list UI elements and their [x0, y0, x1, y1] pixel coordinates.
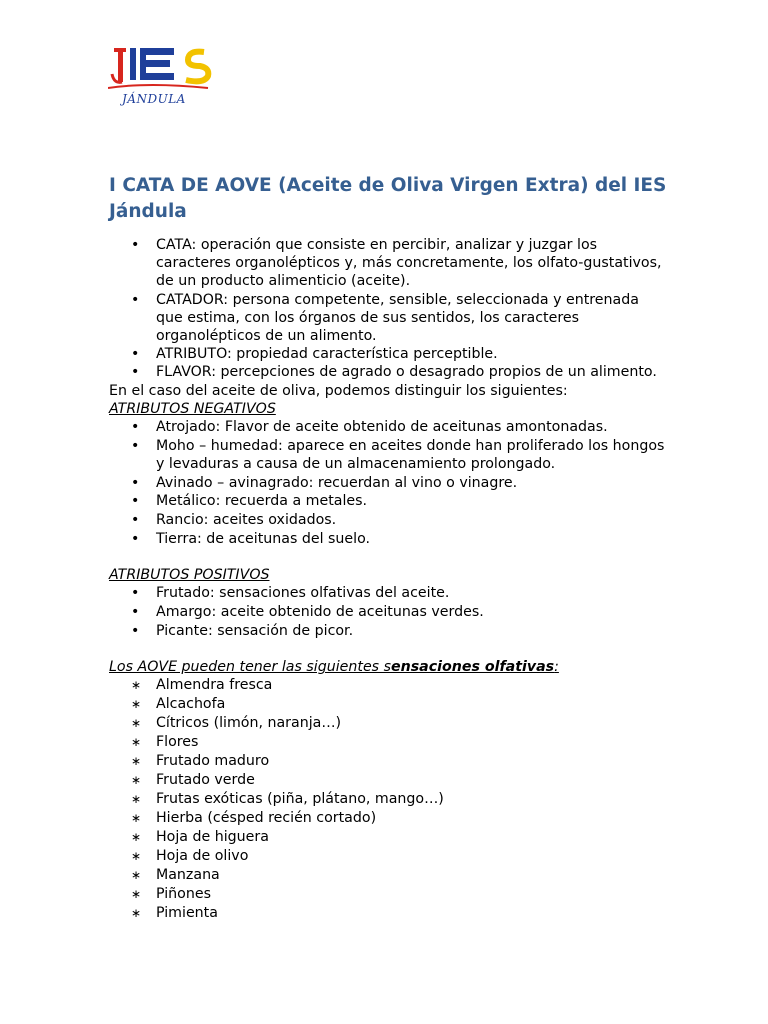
- negative-heading: ATRIBUTOS NEGATIVOS: [109, 400, 276, 417]
- sensations-heading-post: :: [554, 659, 559, 676]
- positive-heading: ATRIBUTOS POSITIVOS: [109, 567, 270, 584]
- list-item: ∗ Frutado verde: [109, 771, 669, 790]
- list-item: • Rancio: aceites oxidados.: [109, 511, 669, 530]
- list-item: ∗ Pimienta: [109, 904, 669, 923]
- list-item: ∗ Alcachofa: [109, 695, 669, 714]
- list-item: ∗ Hoja de olivo: [109, 847, 669, 866]
- list-item: • Moho – humedad: aparece en aceites donde han proliferado los hongos y levaduras a causa de un almacenamiento prolongado.: [109, 437, 669, 474]
- sensations-heading-bold: ensaciones olfativas: [390, 659, 555, 676]
- sensations-list: [109, 676, 669, 923]
- list-item: ∗ Piñones: [109, 885, 669, 904]
- document-body: [109, 236, 669, 923]
- logo-caption: JÁNDULA: [122, 92, 186, 106]
- list-item: • Metálico: recuerda a metales.: [109, 492, 669, 511]
- list-item: ∗ Frutas exóticas (piña, plátano, mango…): [109, 790, 669, 809]
- list-item: • CATA: operación que consiste en percibir, analizar y juzgar los caracteres organolépticos y, más concretamente, los olfato-gustativos, de un producto alimenticio (aceite).: [109, 236, 669, 291]
- list-item: • CATADOR: persona competente, sensible, seleccionada y entrenada que estima, con los órganos de sus sentidos, los caracteres organolépticos de un alimento.: [109, 291, 669, 346]
- intro-paragraph: En el caso del aceite de oliva, podemos distinguir los siguientes:: [109, 382, 568, 399]
- list-item: ∗ Hoja de higuera: [109, 828, 669, 847]
- list-item: ∗ Almendra fresca: [109, 676, 669, 695]
- list-item: • Picante: sensación de picor.: [109, 622, 669, 641]
- list-item: ∗ Frutado maduro: [109, 752, 669, 771]
- definitions-list: [109, 236, 669, 382]
- list-item: • Tierra: de aceitunas del suelo.: [109, 530, 669, 549]
- spacer: [109, 640, 669, 658]
- spacer: [109, 548, 669, 566]
- list-item: ∗ Manzana: [109, 866, 669, 885]
- list-item: • Avinado – avinagrado: recuerdan al vino o vinagre.: [109, 474, 669, 493]
- school-logo: [108, 44, 218, 116]
- sensations-heading: [109, 658, 669, 676]
- sensations-heading-pre: Los AOVE pueden tener las siguientes s: [109, 659, 391, 676]
- list-item: • ATRIBUTO: propiedad característica perceptible.: [109, 345, 669, 363]
- list-item: ∗ Flores: [109, 733, 669, 752]
- list-item: • Atrojado: Flavor de aceite obtenido de aceitunas amontonadas.: [109, 418, 669, 437]
- negative-list: [109, 418, 669, 548]
- page-title: I CATA DE AOVE (Aceite de Oliva Virgen Extra) del IES Jándula: [109, 175, 667, 222]
- list-item: ∗ Hierba (césped recién cortado): [109, 809, 669, 828]
- list-item: ∗ Cítricos (limón, naranja…): [109, 714, 669, 733]
- list-item: • Amargo: aceite obtenido de aceitunas verdes.: [109, 603, 669, 622]
- positive-list: [109, 584, 669, 640]
- list-item: • FLAVOR: percepciones de agrado o desagrado propios de un alimento.: [109, 363, 669, 381]
- list-item: • Frutado: sensaciones olfativas del aceite.: [109, 584, 669, 603]
